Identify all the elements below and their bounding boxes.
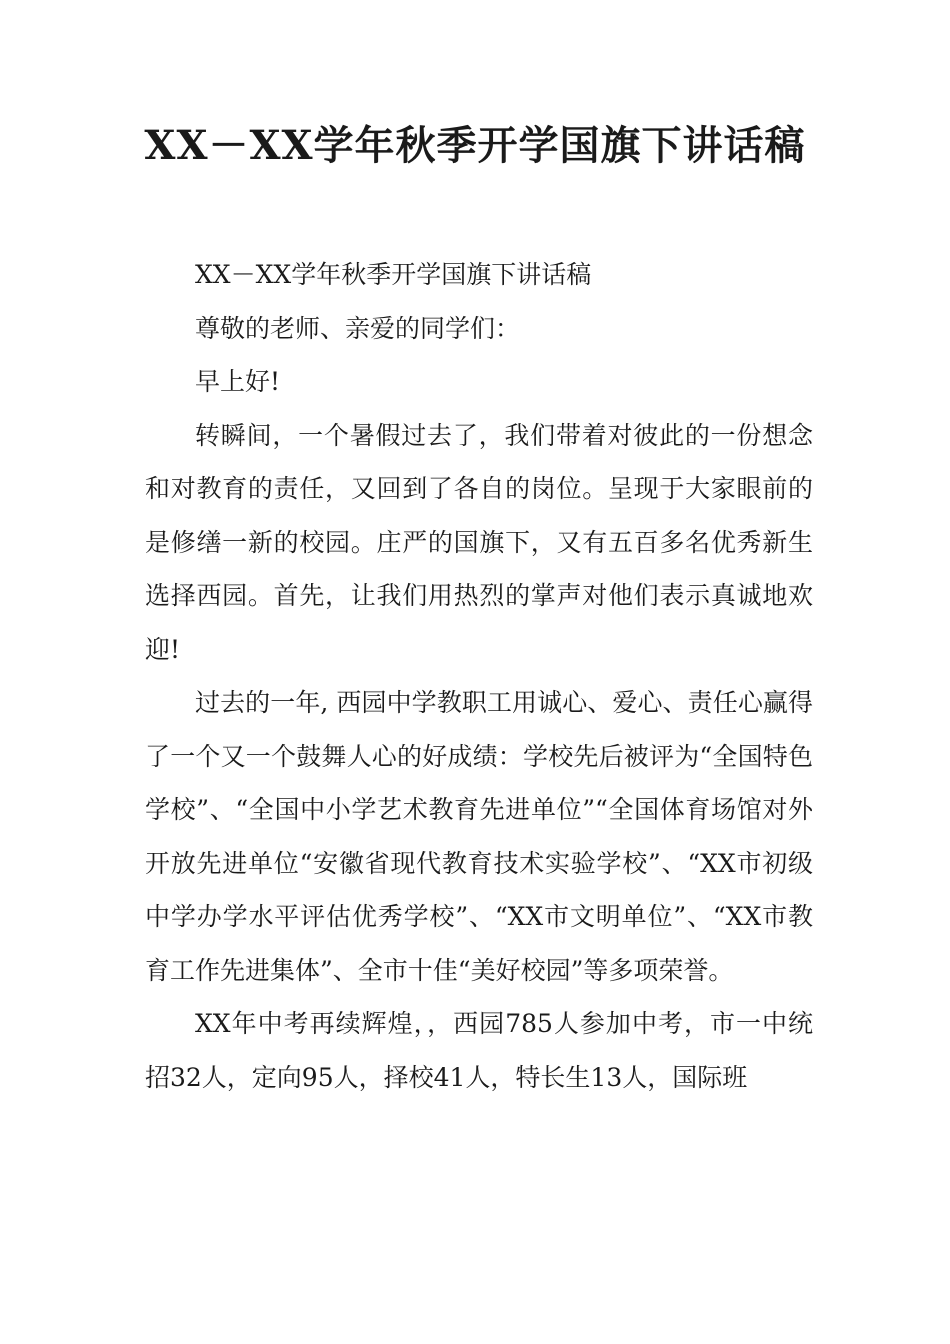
- paragraph-greeting: 早上好!: [195, 367, 281, 396]
- paragraph-subtitle: XX－XX学年秋季开学国旗下讲话稿: [195, 260, 592, 289]
- paragraph-exam-results: XX年中考再续辉煌，，西园785人参加中考，市一中统招32人，定向95人，择校41人，特长生13人，国际班: [145, 1009, 813, 1092]
- paragraph-salutation: 尊敬的老师、亲爱的同学们：: [195, 313, 521, 343]
- document-title: XX－XX学年秋季开学国旗下讲话稿: [144, 122, 806, 169]
- paragraph-honors: 过去的一年, 西园中学教职工用诚心、爱心、责任心赢得了一个又一个鼓舞人心的好成绩：学校先后被评为“全国特色学校”、“全国中小学艺术教育先进单位”“全国体育场馆对外开放先进单位“安徽省现代教育技术实验学校”、“XX市初级中学办学水平评估优秀学校”、“XX市文明单位”、“XX市教育工作先进集体”、全市十佳“美好校园”等多项荣誉。: [145, 688, 813, 985]
- paragraph-welcome: 转瞬间，一个暑假过去了，我们带着对彼此的一份想念和对教育的责任，又回到了各自的岗位。呈现于大家眼前的是修缮一新的校园。庄严的国旗下，又有五百多名优秀新生选择西园。首先，让我们用热烈的掌声对他们表示真诚地欢迎!: [145, 420, 813, 664]
- document-body: [145, 248, 813, 1104]
